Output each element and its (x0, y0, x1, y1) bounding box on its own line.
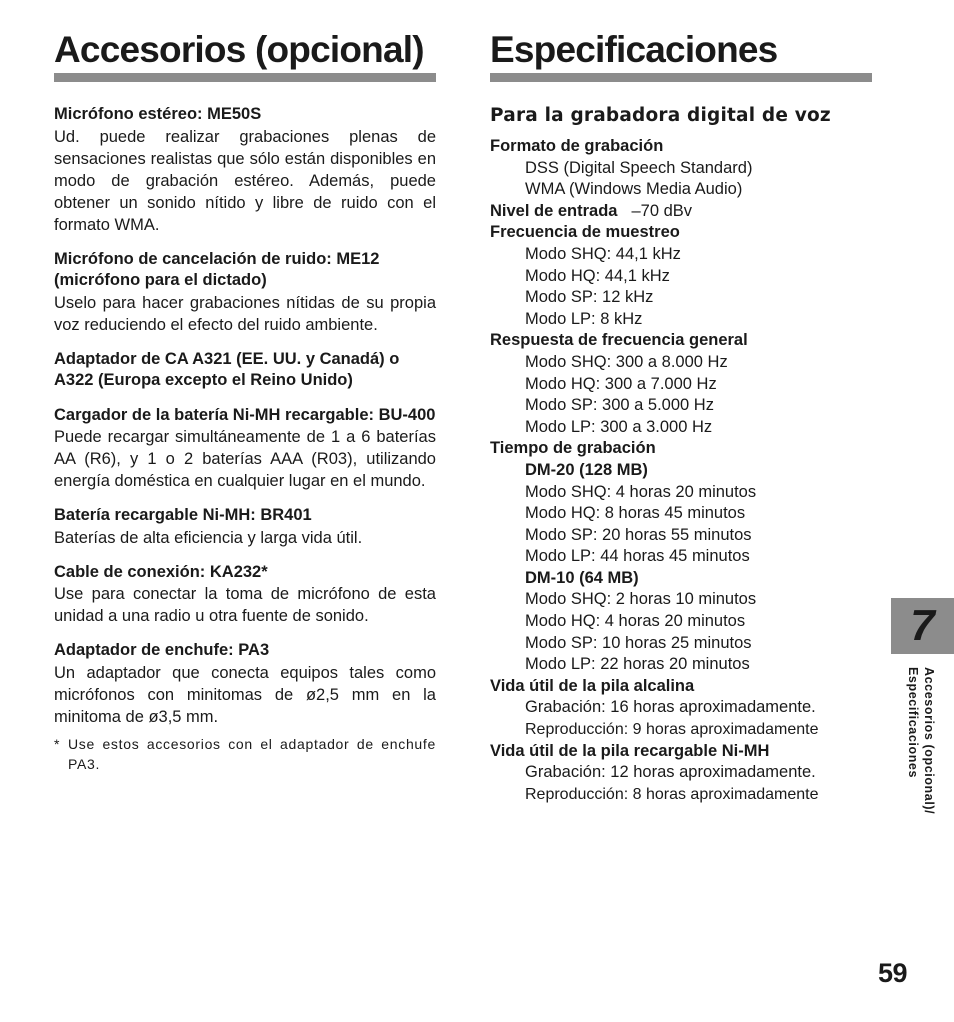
spec-value: Modo SP: 12 kHz (525, 288, 654, 307)
spec-value: Reproducción: 9 horas aproximadamente (525, 721, 819, 739)
spec-label: Tiempo de grabación (490, 439, 656, 458)
accessory-item (54, 249, 436, 336)
accessory-item (54, 505, 436, 549)
accessory-description: Baterías de alta eficiencia y larga vida útil. (54, 528, 363, 547)
spec-value: Modo SHQ: 44,1 kHz (525, 244, 681, 263)
accessory-name: Adaptador de CA A321 (EE. UU. y Canadá) o A322 (Europa excepto el Reino Unido) (54, 349, 400, 389)
accessories-title: Accesorios (opcional) (54, 29, 424, 70)
specifications-title-rule (490, 73, 872, 82)
spec-value: Modo SP: 10 horas 25 minutos (525, 633, 752, 652)
accessory-item (54, 349, 436, 392)
spec-value: Modo SHQ: 4 horas 20 minutos (525, 482, 757, 501)
chapter-caption-line: Especificaciones (906, 667, 920, 779)
spec-value: Reproducción: 8 horas aproximadamente (525, 785, 819, 803)
spec-value: Modo HQ: 300 a 7.000 Hz (525, 374, 717, 393)
chapter-caption (897, 667, 937, 857)
spec-label: Formato de grabación (490, 137, 664, 155)
accessory-name: Micrófono estéreo: ME50S (54, 105, 262, 123)
spec-label: Vida útil de la pila recargable Ni-MH (490, 741, 770, 760)
spec-value: Modo SP: 20 horas 55 minutos (525, 525, 752, 544)
accessory-description: Use para conectar la toma de micrófono de esta unidad a una radio u otra fuente de sonido. (54, 585, 436, 625)
page-number: 59 (878, 958, 908, 988)
spec-value: Modo LP: 8 kHz (525, 309, 643, 328)
chapter-tab (891, 598, 954, 654)
specifications-subtitle: Para la grabadora digital de voz (490, 105, 831, 126)
spec-value: Grabación: 12 horas aproximadamente. (525, 763, 816, 782)
accessory-description: Puede recargar simultáneamente de 1 a 6 baterías AA (R6), y 1 o 2 baterías AAA (R03), utilizando energía doméstica en cualquier lugar en el mundo. (54, 428, 436, 490)
spec-label: Respuesta de frecuencia general (490, 331, 748, 350)
spec-value: Modo SHQ: 2 horas 10 minutos (525, 590, 757, 609)
spec-value: Modo HQ: 44,1 kHz (525, 266, 670, 285)
chapter-number: 7 (910, 601, 935, 650)
footnote-mark: * (54, 735, 61, 752)
accessories-list (54, 104, 436, 774)
accessory-item (54, 405, 436, 493)
footnote-text: Use estos accesorios con el adaptador de enchufe PA3. (68, 735, 436, 772)
accessory-description: Ud. puede realizar grabaciones plenas de sensaciones realistas que sólo están disponibles en modo de grabación estéreo. Además, puede obtener un sonido nítido y libre de ruido con el formato WMA. (54, 127, 436, 234)
specifications-list (490, 136, 890, 805)
spec-value: DSS (Digital Speech Standard) (525, 158, 753, 177)
specifications-title: Especificaciones (490, 29, 778, 70)
accessory-item (54, 104, 436, 236)
spec-value: Modo LP: 22 horas 20 minutos (525, 655, 750, 674)
spec-value: Modo HQ: 4 horas 20 minutos (525, 612, 746, 631)
spec-value: Modo HQ: 8 horas 45 minutos (525, 504, 746, 523)
spec-label: Frecuencia de muestreo (490, 223, 680, 242)
spec-group-label: DM-10 (64 MB) (525, 568, 639, 587)
accessory-description: Uselo para hacer grabaciones nítidas de su propia voz reduciendo el efecto del ruido ambiente. (54, 293, 436, 334)
accessory-item (54, 562, 436, 628)
accessories-title-rule (54, 73, 436, 82)
accessory-name: Cargador de la batería Ni-MH recargable: BU-400 (54, 405, 436, 424)
spec-value: Grabación: 16 horas aproximadamente. (525, 698, 816, 717)
footnote (54, 734, 436, 774)
spec-group-label: DM-20 (128 MB) (525, 460, 648, 479)
accessory-name: Batería recargable Ni-MH: BR401 (54, 506, 312, 524)
accessory-item (54, 640, 436, 728)
accessory-name: Adaptador de enchufe: PA3 (54, 641, 270, 659)
spec-label: Nivel de entrada (490, 201, 618, 220)
spec-inline-row (490, 201, 890, 223)
accessory-name: Micrófono de cancelación de ruido: ME12 (micrófono para el dictado) (54, 249, 380, 289)
spec-value: WMA (Windows Media Audio) (525, 180, 743, 199)
accessory-name: Cable de conexión: KA232* (54, 562, 268, 581)
chapter-caption-line: Accesorios (opcional)/ (922, 667, 936, 815)
spec-value: Modo SHQ: 300 a 8.000 Hz (525, 352, 728, 371)
spec-value: –70 dBv (631, 201, 693, 220)
spec-value: Modo SP: 300 a 5.000 Hz (525, 396, 714, 415)
spec-label: Vida útil de la pila alcalina (490, 676, 695, 695)
accessory-description: Un adaptador que conecta equipos tales como micrófonos con minitomas de ø2,5 mm en la minitoma de ø3,5 mm. (54, 663, 436, 726)
spec-value: Modo LP: 300 a 3.000 Hz (525, 417, 713, 436)
spec-value: Modo LP: 44 horas 45 minutos (525, 547, 750, 566)
